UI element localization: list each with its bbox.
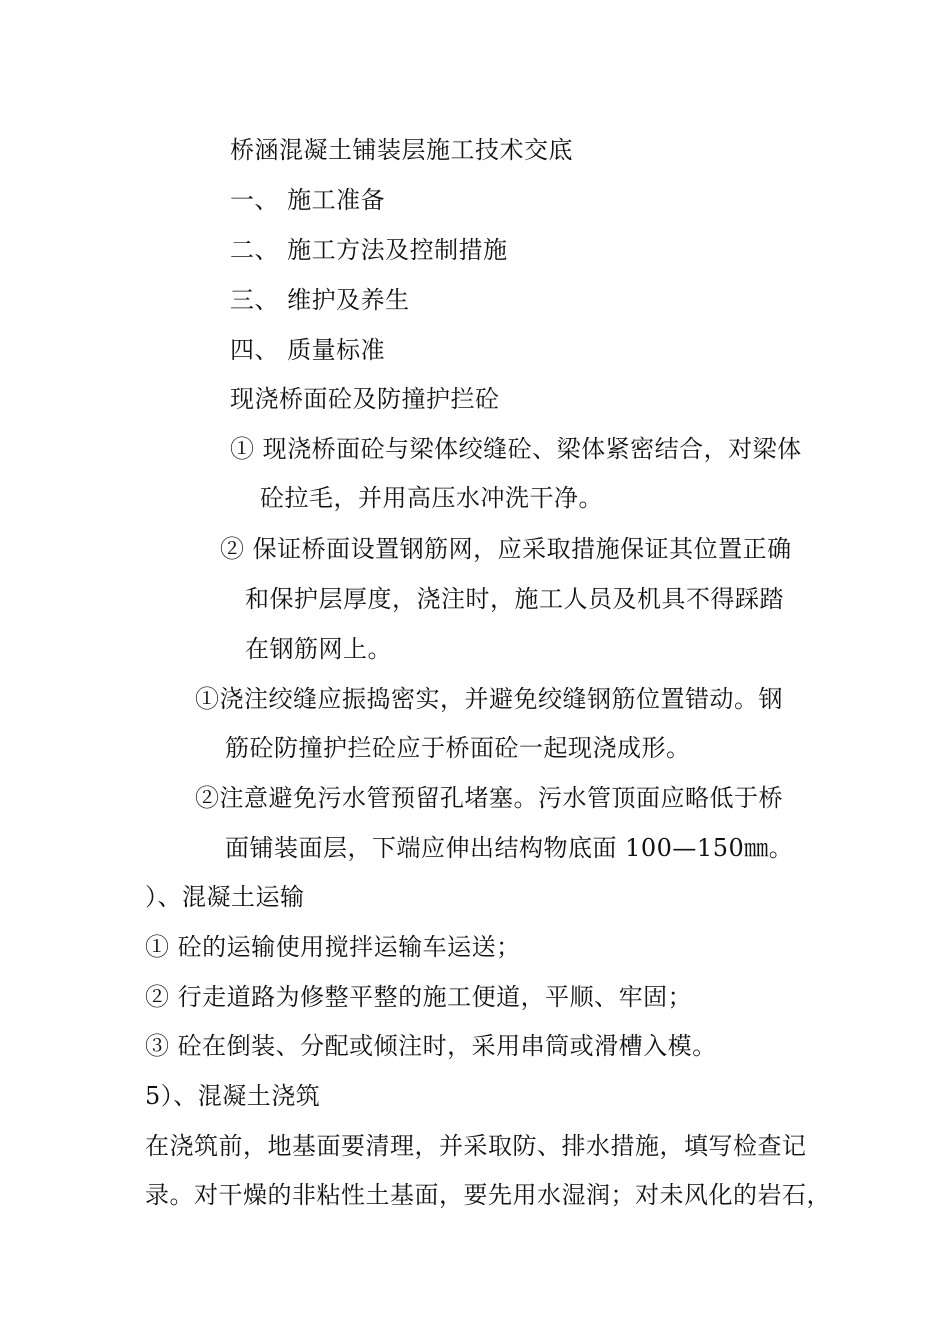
item3-line2: 筋砼防撞护拦砼应于桥面砼一起现浇成形。 bbox=[225, 734, 691, 762]
pouring-line1: 在浇筑前，地基面要清理，并采取防、排水措施，填写检查记 bbox=[145, 1132, 807, 1160]
item4-line1: ②注意避免污水管预留孔堵塞。污水管顶面应略低于桥 bbox=[195, 784, 783, 812]
item2-line3: 在钢筋网上。 bbox=[245, 635, 392, 663]
item2-line2: 和保护层厚度，浇注时，施工人员及机具不得踩踏 bbox=[245, 585, 784, 613]
transport-heading: ）、混凝土运输 bbox=[145, 883, 305, 911]
outline-item-2: 二、 施工方法及控制措施 bbox=[230, 236, 508, 264]
item3-line1: ①浇注绞缝应振捣密实，并避免绞缝钢筋位置错动。钢 bbox=[195, 685, 783, 713]
pouring-heading: 5）、混凝土浇筑 bbox=[145, 1082, 321, 1110]
transport-item-2: ② 行走道路为修整平整的施工便道，平顺、牢固； bbox=[145, 983, 693, 1011]
outline-item-4: 四、 质量标准 bbox=[230, 336, 386, 364]
item1-line2: 砼拉毛，并用高压水冲洗干净。 bbox=[260, 484, 603, 512]
transport-item-3: ③ 砼在倒装、分配或倾注时，采用串筒或滑槽入模。 bbox=[145, 1032, 717, 1060]
outline-item-1: 一、 施工准备 bbox=[230, 186, 386, 214]
document-title: 桥涵混凝土铺装层施工技术交底 bbox=[230, 136, 573, 164]
pouring-line2: 录。对干燥的非粘性土基面，要先用水湿润；对未风化的岩石， bbox=[145, 1181, 831, 1209]
item2-line1: ② 保证桥面设置钢筋网，应采取措施保证其位置正确 bbox=[220, 535, 792, 563]
item4-line2: 面铺装面层，下端应伸出结构物底面 100—150㎜。 bbox=[225, 834, 794, 862]
outline-item-3: 三、 维护及养生 bbox=[230, 286, 410, 314]
transport-item-1: ① 砼的运输使用搅拌运输车运送； bbox=[145, 933, 521, 961]
section-heading: 现浇桥面砼及防撞护拦砼 bbox=[230, 385, 500, 413]
item1-line1: ① 现浇桥面砼与梁体绞缝砼、梁体紧密结合，对梁体 bbox=[230, 435, 802, 463]
